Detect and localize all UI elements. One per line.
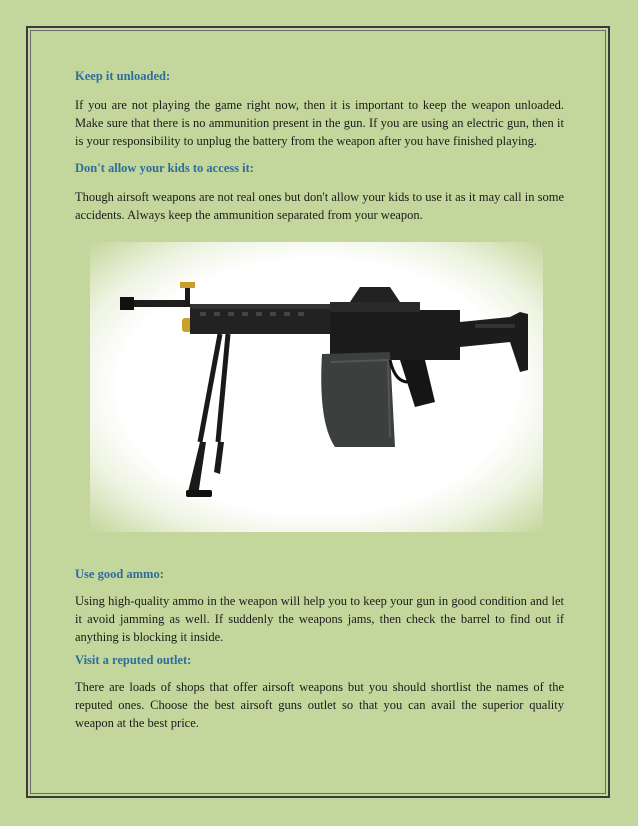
section-heading-kids-access: Don't allow your kids to access it: <box>75 161 254 175</box>
section-body-good-ammo: Using high-quality ammo in the weapon will help you to keep your gun in good condition and let it avoid jamming as well. If suddenly the weapons jams, then check the barrel to find out if anything is blocking it inside. <box>75 594 564 644</box>
gun-photo <box>90 242 543 532</box>
section-body-reputed-outlet: There are loads of shops that offer airsoft weapons but you should shortlist the names of the reputed ones. Choose the best airsoft guns outlet so that you can avail the superior quality weapon at the best price. <box>75 680 564 730</box>
section-heading-keep-unloaded: Keep it unloaded: <box>75 69 171 83</box>
section-heading-good-ammo: Use good ammo: <box>75 567 164 581</box>
section-heading-reputed-outlet: Visit a reputed outlet: <box>75 653 192 667</box>
section-body-kids-access: Though airsoft weapons are not real ones but don't allow your kids to use it as it may call in some accidents. Always keep the ammunition separated from your weapon. <box>75 190 564 222</box>
airsoft-machine-gun-icon <box>90 242 543 532</box>
section-body-keep-unloaded: If you are not playing the game right now, then it is important to keep the weapon unloaded. Make sure that there is no ammunition present in the gun. If you are using an electric gun, then it is your responsibility to unplug the battery from the weapon after you have finished playing. <box>75 98 564 148</box>
